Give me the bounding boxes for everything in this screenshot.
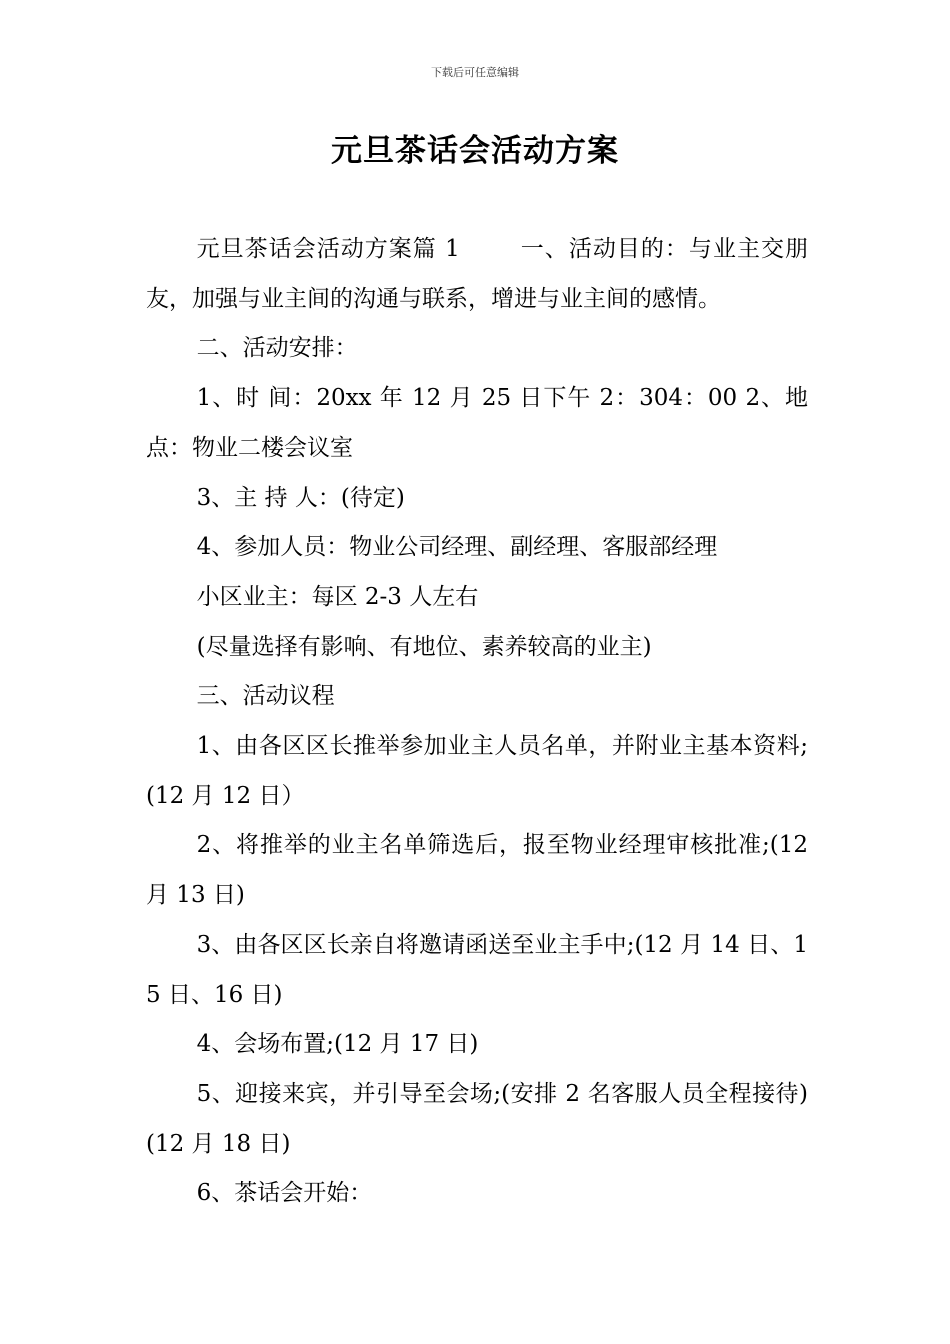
paragraph-agenda-1: 1、由各区区长推举参加业主人员名单，并附业主基本资料;(12 月 12 日）: [146, 733, 808, 809]
paragraph-owners: 小区业主：每区 2-3 人左右: [196, 583, 479, 610]
paragraph-arrangement-heading: 二、活动安排：: [196, 335, 358, 362]
paragraph-agenda-4: 4、会场布置;(12 月 17 日): [196, 1031, 479, 1058]
paragraph-time-location: 1、时 间：20xx 年 12 月 25 日下午 2：304：00 2、地点：物业二楼会议室: [146, 385, 808, 461]
paragraph-agenda-2: 2、将推举的业主名单筛选后，报至物业经理审核批准;(12 月 13 日): [146, 832, 808, 909]
header-note: 下载后可任意编辑: [431, 66, 519, 79]
paragraph-agenda-6: 6、茶话会开始：: [196, 1180, 373, 1207]
paragraph-owner-selection: (尽量选择有影响、有地位、素养较高的业主): [196, 633, 652, 660]
paragraph-agenda-5: 5、迎接来宾，并引导至会场;(安排 2 名客服人员全程接待)(12 月 18 日): [146, 1080, 808, 1157]
paragraph-participants: 4、参加人员：物业公司经理、副经理、客服部经理: [196, 534, 718, 561]
paragraph-agenda-3: 3、由各区区长亲自将邀请函送至业主手中;(12 月 14 日、15 日、16 日): [146, 931, 808, 1008]
document-title: 元旦茶话会活动方案: [331, 133, 619, 169]
paragraph-agenda-heading: 三、活动议程: [196, 683, 335, 710]
purpose-text: 一、活动目的：与业主交朋友，加强与业主间的沟通与联系，增进与业主间的感情。: [146, 236, 809, 312]
paragraph-intro: [146, 225, 808, 324]
document-body: [146, 225, 808, 1219]
section-heading-part1: 元旦茶话会活动方案篇 1: [196, 236, 460, 262]
paragraph-host: 3、主 持 人：(待定): [196, 484, 405, 511]
